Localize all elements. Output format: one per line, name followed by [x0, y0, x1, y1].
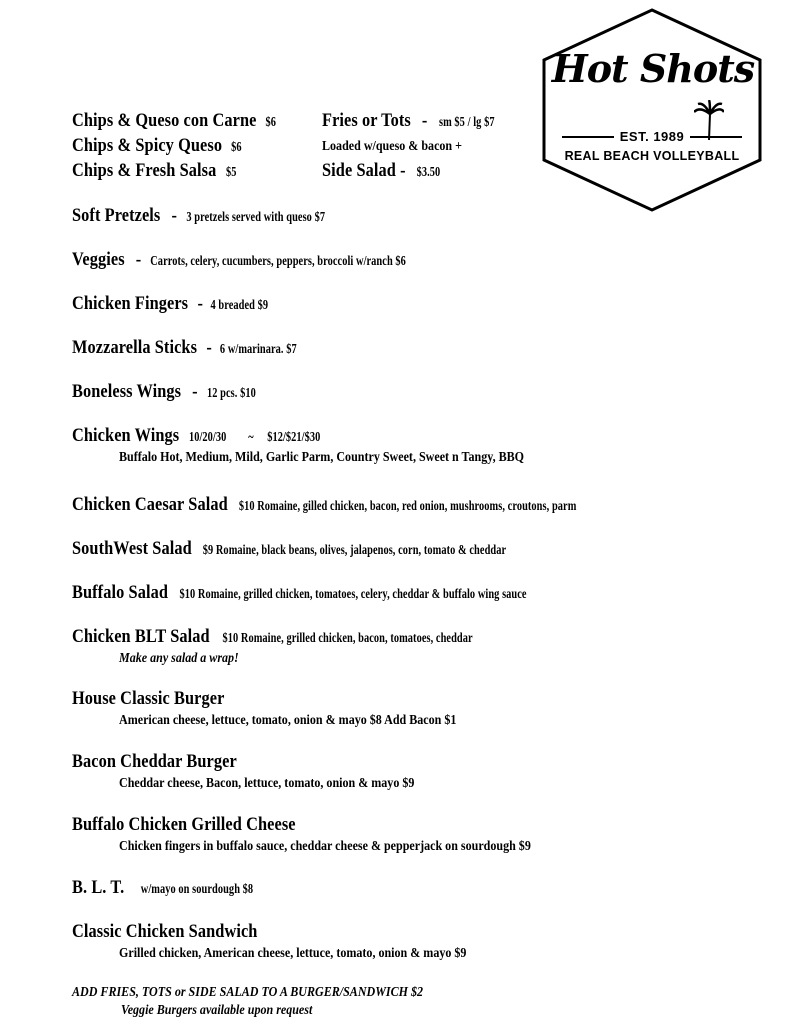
grilled-cheese-desc: Chicken fingers in buffalo sauce, cheddar cheese & pepperjack on sourdough $9 — [119, 839, 531, 854]
wing-counts: 10/20/30 — [188, 430, 226, 445]
logo-name: Hot Shots — [551, 46, 755, 91]
item-title: Boneless Wings — [72, 381, 182, 402]
item-tilde: ~ — [248, 430, 254, 445]
menu-item-chicken-blt-salad — [72, 626, 513, 648]
logo-subtitle: REAL BEACH VOLLEYBALL — [564, 149, 740, 163]
item-dash: - — [171, 205, 177, 226]
item-title: Chips & Queso con Carne — [72, 110, 257, 131]
item-price: $3.50 — [416, 165, 441, 180]
veggie-burger-note: Veggie Burgers available upon request — [121, 1003, 313, 1018]
item-title: Side Salad - — [322, 160, 406, 181]
fries-loaded-note: Loaded w/queso & bacon + — [322, 139, 463, 154]
house-burger-desc: American cheese, lettuce, tomato, onion & mayo $8 Add Bacon $1 — [119, 713, 457, 728]
logo-est: EST. 1989 — [619, 129, 685, 144]
menu-item-veggies — [72, 249, 448, 271]
item-title: Chicken Fingers — [72, 293, 189, 314]
item-price: $5 — [225, 165, 237, 180]
menu-item-buffalo-chicken-grilled-cheese: Buffalo Chicken Grilled Cheese — [72, 814, 296, 835]
item-dash: - — [135, 249, 142, 270]
menu-item-chicken-wings — [72, 425, 329, 447]
item-title: Buffalo Salad — [72, 582, 169, 603]
wing-prices: $12/$21/$30 — [267, 430, 321, 445]
item-desc: $10 Romaine, gilled chicken, bacon, red onion, mushrooms, croutons, parm — [238, 499, 577, 514]
menu-item-chicken-fingers — [72, 293, 278, 315]
item-title: Mozzarella Sticks — [72, 337, 198, 358]
hexagon-frame-icon — [540, 8, 764, 214]
add-sides-note: ADD FRIES, TOTS or SIDE SALAD TO A BURGER/SANDWICH $2 — [72, 985, 424, 1000]
item-dash: - — [421, 110, 428, 131]
wing-sauces: Buffalo Hot, Medium, Mild, Garlic Parm, Country Sweet, Sweet n Tangy, BBQ — [119, 450, 525, 465]
item-desc: 12 pcs. $10 — [207, 386, 256, 401]
menu-item-blt — [72, 877, 271, 899]
item-dash: - — [197, 293, 204, 314]
item-desc: 6 w/marinara. $7 — [219, 342, 297, 357]
menu-item-house-classic-burger: House Classic Burger — [72, 688, 225, 709]
menu-item-mozzarella-sticks — [72, 337, 309, 359]
menu-item-chips-spicy-queso — [72, 135, 244, 157]
item-desc: 4 breaded $9 — [210, 298, 269, 313]
item-desc: w/mayo on sourdough $8 — [140, 882, 253, 897]
item-desc: $10 Romaine, grilled chicken, bacon, tomatoes, cheddar — [222, 631, 473, 646]
item-desc: 3 pretzels served with queso $7 — [186, 210, 326, 225]
item-title: Chips & Spicy Queso — [72, 135, 223, 156]
menu-item-chips-fresh-salsa — [72, 160, 238, 182]
item-desc: $10 Romaine, grilled chicken, tomatoes, celery, cheddar & buffalo wing sauce — [179, 587, 527, 602]
item-title: Veggies — [72, 249, 125, 270]
menu-item-boneless-wings — [72, 381, 264, 403]
item-price: $6 — [265, 115, 277, 130]
logo — [540, 8, 764, 214]
item-dash: - — [206, 337, 212, 358]
menu-item-chicken-caesar-salad — [72, 494, 631, 516]
bacon-burger-desc: Cheddar cheese, Bacon, lettuce, tomato, onion & mayo $9 — [119, 776, 415, 791]
menu-item-fries-tots — [322, 110, 503, 132]
item-title: Chips & Fresh Salsa — [72, 160, 217, 181]
item-title: Fries or Tots — [322, 110, 411, 131]
menu-item-bacon-cheddar-burger: Bacon Cheddar Burger — [72, 751, 237, 772]
salad-wrap-note: Make any salad a wrap! — [119, 651, 239, 666]
item-price: $6 — [231, 140, 242, 155]
item-dash: - — [192, 381, 198, 402]
item-title: Chicken BLT Salad — [72, 626, 210, 647]
item-title: B. L. T. — [72, 877, 125, 898]
item-title: SouthWest Salad — [72, 538, 192, 559]
menu-item-classic-chicken-sandwich: Classic Chicken Sandwich — [72, 921, 258, 942]
item-title: Chicken Caesar Salad — [72, 494, 228, 515]
item-desc: $9 Romaine, black beans, olives, jalapenos, corn, tomato & cheddar — [202, 543, 507, 558]
menu-item-buffalo-salad — [72, 582, 583, 604]
chicken-sandwich-desc: Grilled chicken, American cheese, lettuce, tomato, onion & mayo $9 — [119, 946, 467, 961]
menu-item-chips-queso-carne — [72, 110, 278, 132]
menu-item-southwest-salad — [72, 538, 556, 560]
item-desc: Carrots, celery, cucumbers, peppers, broccoli w/ranch $6 — [150, 254, 407, 269]
item-title: Chicken Wings — [72, 425, 180, 446]
item-title: Soft Pretzels — [72, 205, 161, 226]
menu-item-side-salad — [322, 160, 444, 182]
menu-item-soft-pretzels — [72, 205, 348, 227]
item-price: sm $5 / lg $7 — [438, 115, 495, 130]
